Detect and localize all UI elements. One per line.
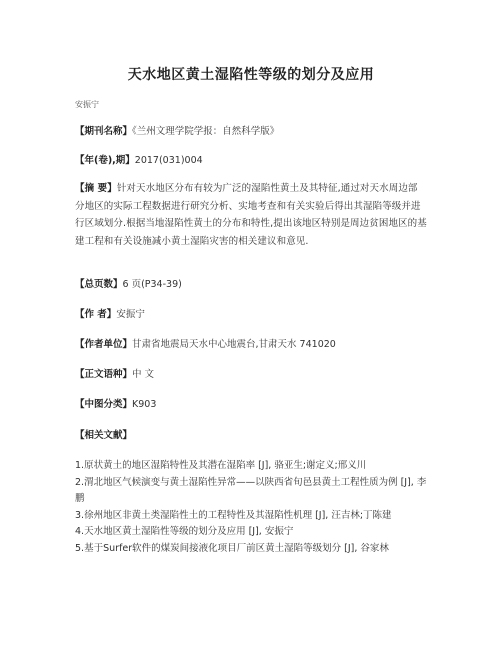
references-label: 【相关文献】	[75, 430, 133, 441]
journal-value: 《兰州文理学院学报：自然科学版》	[132, 126, 280, 137]
language-field	[75, 366, 427, 384]
pages-label: 【总页数】	[75, 279, 123, 290]
affiliation-value: 甘肃省地震局天水中心地震台,甘肃天水 741020	[132, 339, 336, 350]
affiliation-field	[75, 336, 427, 354]
classification-value: K903	[132, 399, 157, 410]
reference-item: 3.徐州地区非黄土类湿陷性土的工程特性及其湿陷性机理 [J], 汪吉林;丁陈建	[75, 509, 392, 521]
year-issue-field	[75, 152, 427, 170]
abstract-label: 【摘 要】	[75, 183, 117, 194]
reference-item: 5.基于Surfer软件的煤炭间接液化项目厂前区黄土湿陷等级划分 [J], 谷家林	[75, 542, 389, 554]
abstract-value: 针对天水地区分布有较为广泛的湿陷性黄土及其特征,通过对天水周边部分地区的实际工程数据进行研究分析、实地考查和有关实验后得出其湿陷等级并进行区域划分.根据当地湿陷性黄土的分布和特性,提出该地区特别是周边贫困地区的基建工程和有关设施减小黄土湿陷灾害的相关建议和意见.	[75, 183, 427, 247]
year-issue-value: 2017(031)004	[134, 155, 203, 166]
abstract-field	[75, 180, 427, 250]
pages-field	[75, 276, 427, 294]
language-value: 中 文	[132, 369, 155, 380]
classification-field	[75, 396, 427, 414]
references-list	[75, 458, 430, 557]
author-field	[75, 306, 427, 324]
reference-item: 2.渭北地区气候演变与黄土湿陷性异常——以陕西省旬邑县黄土工程性质为例 [J], 李鹏	[75, 476, 427, 504]
affiliation-label: 【作者单位】	[75, 339, 133, 350]
references-heading	[75, 427, 427, 445]
reference-item: 1.原状黄土的地区湿陷特性及其潜在湿陷率 [J], 骆亚生;谢定义;邢义川	[75, 460, 367, 471]
pages-value: 6 页(P34-39)	[122, 279, 182, 290]
journal-label: 【期刊名称】	[75, 126, 133, 137]
author-value: 安振宁	[116, 309, 145, 320]
author-label: 【作 者】	[75, 309, 117, 320]
reference-item: 4.天水地区黄土湿陷性等级的划分及应用 [J], 安振宁	[75, 526, 294, 537]
document-title: 天水地区黄土湿陷性等级的划分及应用	[127, 67, 375, 83]
classification-label: 【中图分类】	[75, 399, 133, 410]
year-issue-label: 【年(卷),期】	[75, 155, 135, 166]
journal-field	[75, 123, 427, 141]
language-label: 【正文语种】	[75, 369, 133, 380]
author-byline: 安振宁	[75, 100, 99, 109]
